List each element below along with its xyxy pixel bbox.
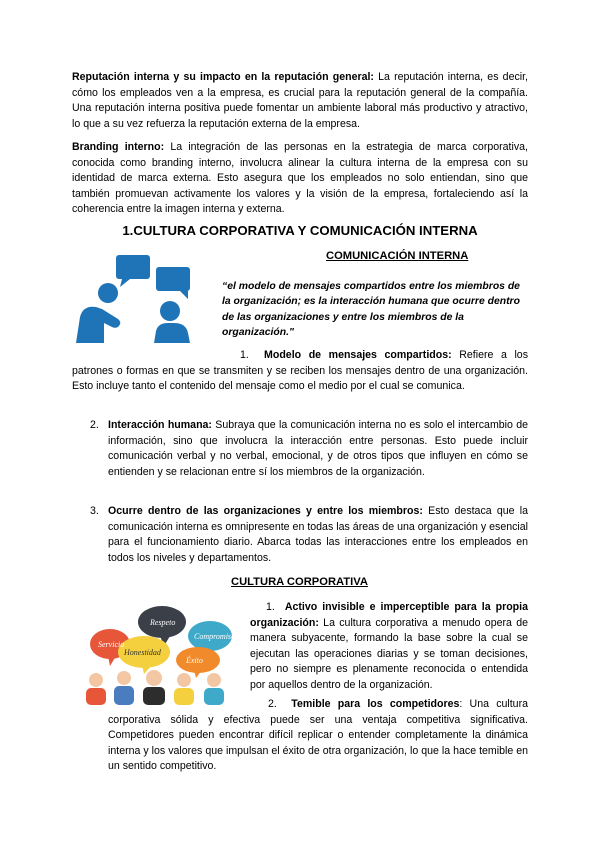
list-lead: Modelo de mensajes compartidos: bbox=[264, 349, 452, 361]
bubble-word: Servicio bbox=[98, 640, 125, 649]
list-number: 1. bbox=[240, 349, 249, 361]
bubble-word: Éxito bbox=[186, 656, 203, 665]
list-item-com-1 bbox=[72, 348, 528, 395]
list-item-com-2 bbox=[108, 418, 528, 480]
list-item-cult-2 bbox=[108, 697, 528, 775]
list-text: : Una cultura corporativa sólida y efectiva puede ser una ventaja competitiva significativa. Competidores pueden encontrar difícil replicar o entender completamente la dinámica interna y los valores que impulsan el éxito de otra organización, lo que la hace temible en un sentido competitivo. bbox=[108, 698, 528, 773]
people-talking-icon bbox=[70, 253, 208, 346]
list-text: Refiere a los patrones o formas en que se transmiten y se reciben los mensajes dentro de una organización. Esto incluye tanto el contenido del mensaje como el medio por el cual se comunica. bbox=[72, 349, 528, 393]
subheading-comunicacion: COMUNICACIÓN INTERNA bbox=[326, 250, 469, 262]
list-text: La cultura corporativa a menudo opera de manera subyacente, formando la base sobre la cual se ejecutan las operaciones diarias y se toman decisiones, pero no siempre es plenamente reconocida o entendida por aquellos dentro de la organización. bbox=[250, 616, 528, 691]
list-item-com-3 bbox=[108, 504, 528, 566]
bubble-word: Respeto bbox=[150, 618, 176, 627]
list-number: 3. bbox=[90, 505, 99, 517]
paragraph-text: La reputación interna, es decir, cómo los empleados ven a la empresa, es crucial para la reputación general de la compañía. Una reputación interna positiva puede fomentar un ambiente laboral más productivo y atractivo, lo que a su vez refuerza la reputación externa de la empresa. bbox=[72, 71, 528, 130]
list-lead: Temible para los competidores bbox=[291, 698, 460, 710]
list-lead: Interacción humana: bbox=[108, 419, 212, 431]
list-number: 2. bbox=[268, 698, 277, 710]
paragraph-branding bbox=[72, 140, 528, 218]
paragraph-lead: Reputación interna y su impacto en la reputación general: bbox=[72, 71, 374, 83]
culture-team-illustration bbox=[82, 600, 242, 705]
list-number: 2. bbox=[90, 419, 99, 431]
paragraph-lead: Branding interno: bbox=[72, 141, 165, 153]
list-item-cult-1 bbox=[250, 600, 528, 694]
list-lead: Ocurre dentro de las organizaciones y entre los miembros: bbox=[108, 505, 423, 517]
subheading-cultura: CULTURA CORPORATIVA bbox=[231, 576, 368, 588]
paragraph-reputacion bbox=[72, 70, 528, 132]
definition-quote: “el modelo de mensajes compartidos entre los miembros de la organización; es la interacción humana que ocurre dentro de las organizaciones y entre los miembros de la organización." bbox=[222, 281, 520, 339]
paragraph-text: La integración de las personas en la estrategia de marca corporativa, conocida como branding interno, involucra alinear la cultura interna de la empresa con su identidad de marca externa. Esto asegura que los empleados no solo entiendan, sino que también promuevan activamente los valores y la visión de la empresa, fortaleciendo así la coherencia entre la imagen interna y externa. bbox=[72, 141, 528, 216]
list-text: Esto destaca que la comunicación interna es omnipresente en todas las áreas de una organización y esencial para el funcionamiento diario. Abarca todas las interacciones entre los empleados en todos los niveles y departamentos. bbox=[108, 505, 528, 564]
list-lead: Activo invisible e imperceptible para la propia organización: bbox=[250, 601, 528, 629]
list-text: Subraya que la comunicación interna no es solo el intercambio de información, sino que involucra la interacción entre personas. Esto puede incluir comunicación verbal y no verbal, emocional, y de otros tipos que influyen en cómo se entienden y se relacionan entre sí los miembros de la organización. bbox=[108, 419, 528, 478]
bubble-word: Honestidad bbox=[124, 648, 161, 657]
bubble-word: Compromiso bbox=[194, 632, 236, 641]
list-number: 1. bbox=[266, 601, 275, 613]
section-heading: 1.CULTURA CORPORATIVA Y COMUNICACIÓN INTERNA bbox=[122, 223, 478, 238]
